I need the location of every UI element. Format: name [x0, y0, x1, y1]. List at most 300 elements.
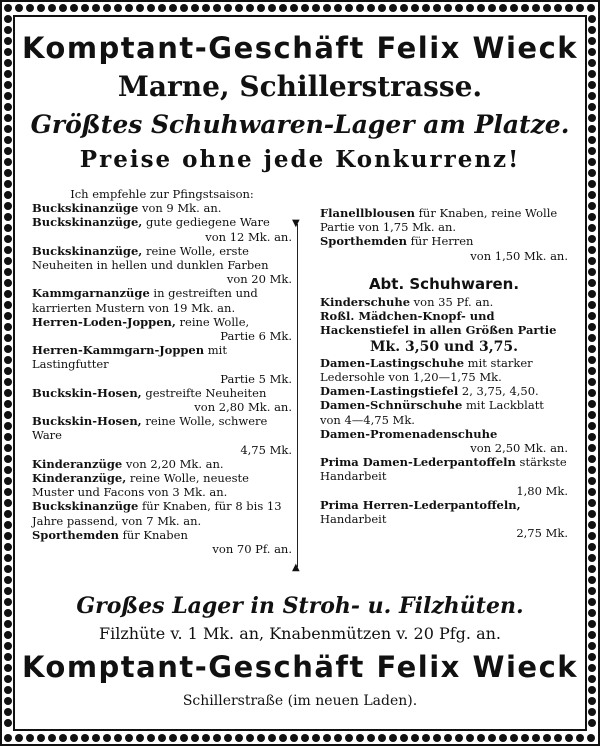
border-ornament: [576, 734, 584, 742]
border-ornament: [169, 4, 177, 12]
border-ornament: [169, 734, 177, 742]
border-ornament: [257, 734, 265, 742]
border-ornament: [147, 4, 155, 12]
border-ornament: [15, 734, 23, 742]
item-name: Sporthemden: [320, 234, 407, 249]
border-ornament: [588, 411, 596, 419]
border-ornament: [588, 356, 596, 364]
border-ornament: [433, 4, 441, 12]
item-text: für Herren: [406, 234, 474, 249]
list-item: [32, 528, 292, 556]
border-ornament: [92, 734, 100, 742]
border-ornament: [4, 257, 12, 265]
border-ornament: [37, 4, 45, 12]
border-ornament: [4, 675, 12, 683]
border-ornament: [444, 734, 452, 742]
border-ornament: [4, 466, 12, 474]
list-item: [320, 295, 568, 309]
border-ornament: [4, 400, 12, 408]
list-item: [320, 455, 568, 498]
border-ornament: [26, 4, 34, 12]
border-ornament: [400, 734, 408, 742]
border-ornament: [4, 686, 12, 694]
border-ornament: [4, 92, 12, 100]
item-text: von 2,20 Mk. an.: [122, 456, 224, 471]
item-name: Prima Damen-Lederpantoffeln: [320, 455, 516, 470]
border-ornament: [4, 103, 12, 111]
border-ornament: [588, 92, 596, 100]
list-item: [32, 499, 292, 527]
border-ornament: [389, 4, 397, 12]
border-ornament: [147, 734, 155, 742]
border-ornament: [4, 246, 12, 254]
border-ornament: [588, 642, 596, 650]
list-item: [320, 309, 568, 337]
border-ornament: [345, 4, 353, 12]
list-item: [320, 234, 568, 262]
item-name: Buckskin-Hosen,: [32, 385, 142, 400]
item-name: Buckskinanzüge: [32, 499, 139, 514]
border-ornament: [4, 290, 12, 298]
item-name: Roßl. Mädchen-Knopf- und Hackenstiefel in allen Größen Partie: [320, 309, 557, 338]
divider-top-arrow: ▼: [292, 218, 300, 229]
border-ornament: [588, 631, 596, 639]
border-ornament: [4, 70, 12, 78]
border-ornament: [588, 433, 596, 441]
border-ornament: [588, 334, 596, 342]
border-ornament: [4, 708, 12, 716]
border-ornament: [4, 543, 12, 551]
item-name: Herren-Loden-Joppen,: [32, 314, 176, 329]
border-ornament: [125, 734, 133, 742]
border-ornament: [588, 664, 596, 672]
border-ornament: [4, 554, 12, 562]
list-item: [32, 457, 292, 471]
list-item: [32, 286, 292, 314]
border-ornament: [389, 734, 397, 742]
border-ornament: [4, 719, 12, 727]
border-ornament: [136, 734, 144, 742]
item-text: in gestreiften und karrierten Mustern von 19 Mk. an.: [32, 286, 258, 315]
border-ornament: [4, 323, 12, 331]
item-price: von 2,50 Mk. an.: [470, 441, 568, 456]
border-ornament: [444, 4, 452, 12]
border-ornament: [588, 81, 596, 89]
border-ornament: [588, 103, 596, 111]
border-ornament: [588, 455, 596, 463]
border-ornament: [4, 532, 12, 540]
border-ornament: [588, 532, 596, 540]
border-ornament: [136, 4, 144, 12]
border-ornament: [510, 4, 518, 12]
border-ornament: [588, 235, 596, 243]
border-ornament: [554, 4, 562, 12]
border-ornament: [588, 59, 596, 67]
item-name: Damen-Promenadenschuhe: [320, 426, 498, 441]
item-name: Damen-Lastingstiefel: [320, 384, 459, 399]
border-ornament: [312, 734, 320, 742]
item-price: von 20 Mk.: [226, 272, 292, 287]
border-ornament: [588, 191, 596, 199]
border-ornament: [588, 114, 596, 122]
item-price: Partie 6 Mk.: [220, 329, 292, 344]
item-name: Buckskinanzüge,: [32, 215, 143, 230]
item-text: mit starker Ledersohle von 1,20—1,75 Mk.: [320, 355, 533, 385]
column-divider: [297, 224, 298, 567]
border-ornament: [345, 734, 353, 742]
footer-address: Schillerstraße (im neuen Laden).: [182, 693, 418, 709]
border-ornament: [588, 37, 596, 45]
border-ornament: [191, 4, 199, 12]
border-ornament: [4, 158, 12, 166]
border-ornament: [565, 4, 573, 12]
border-ornament: [4, 477, 12, 485]
list-item: [32, 244, 292, 287]
border-ornament: [554, 734, 562, 742]
border-ornament: [4, 180, 12, 188]
border-ornament: [588, 224, 596, 232]
item-name: Buckskinanzüge,: [32, 243, 143, 258]
border-ornament: [4, 389, 12, 397]
item-text: 2, 3,75, 4,50.: [458, 384, 539, 399]
border-ornament: [4, 125, 12, 133]
border-ornament: [202, 4, 210, 12]
list-item: [320, 206, 568, 234]
border-ornament: [180, 734, 188, 742]
item-text: gestreifte Neuheiten: [141, 385, 267, 400]
border-ornament: [246, 734, 254, 742]
border-ornament: [103, 4, 111, 12]
border-ornament: [246, 4, 254, 12]
item-text: Handarbeit: [320, 512, 387, 527]
list-item: [32, 315, 292, 343]
list-item: [32, 343, 292, 386]
item-price: von 70 Pf. an.: [212, 542, 292, 557]
border-ornament: [588, 510, 596, 518]
border-ornament: [323, 4, 331, 12]
footer-title: Komptant-Geschäft Felix Wieck: [21, 650, 579, 684]
item-name: Sporthemden: [32, 527, 119, 542]
border-ornament: [588, 719, 596, 727]
border-ornament: [588, 620, 596, 628]
item-name: Kammgarnanzüge: [32, 286, 150, 301]
border-ornament: [59, 734, 67, 742]
header-title: Komptant-Geschäft Felix Wieck: [21, 31, 579, 65]
border-ornament: [588, 246, 596, 254]
border-ornament: [312, 4, 320, 12]
item-text: für Knaben, für 8 bis 13 Jahre passend, von 7 Mk. an.: [32, 499, 282, 528]
border-ornament: [290, 4, 298, 12]
left-column: [32, 187, 292, 556]
border-ornament: [588, 389, 596, 397]
border-ornament: [158, 4, 166, 12]
border-ornament: [224, 4, 232, 12]
item-name: Prima Herren-Lederpantoffeln,: [320, 497, 521, 512]
border-ornament: [477, 4, 485, 12]
border-ornament: [290, 734, 298, 742]
border-ornament: [4, 510, 12, 518]
list-item: [32, 386, 292, 414]
border-ornament: [356, 4, 364, 12]
border-ornament: [411, 734, 419, 742]
border-ornament: [588, 521, 596, 529]
border-ornament: [588, 543, 596, 551]
border-ornament: [588, 653, 596, 661]
border-ornament: [588, 488, 596, 496]
border-ornament: [411, 4, 419, 12]
border-ornament: [588, 213, 596, 221]
border-ornament: [4, 147, 12, 155]
border-ornament: [587, 734, 595, 742]
border-ornament: [499, 4, 507, 12]
border-ornament: [378, 734, 386, 742]
border-ornament: [422, 734, 430, 742]
border-ornament: [4, 444, 12, 452]
border-ornament: [213, 4, 221, 12]
border-ornament: [510, 734, 518, 742]
border-ornament: [4, 235, 12, 243]
shoe-section-title: Abt. Schuhwaren.: [368, 274, 520, 293]
border-ornament: [92, 4, 100, 12]
border-ornament: [4, 345, 12, 353]
border-ornament: [4, 620, 12, 628]
border-ornament: [257, 4, 265, 12]
border-ornament: [356, 734, 364, 742]
border-ornament: [4, 4, 12, 12]
item-name: Kinderschuhe: [320, 295, 411, 310]
border-ornament: [588, 70, 596, 78]
border-ornament: [588, 499, 596, 507]
border-ornament: [4, 356, 12, 364]
list-item: [32, 215, 292, 243]
border-ornament: [565, 734, 573, 742]
border-ornament: [213, 734, 221, 742]
item-price: von 12 Mk. an.: [205, 229, 292, 244]
item-text: reine Wolle, erste Neuheiten in hellen und dunklen Farben: [32, 243, 269, 273]
border-ornament: [4, 653, 12, 661]
border-ornament: [588, 466, 596, 474]
border-ornament: [455, 734, 463, 742]
border-ornament: [4, 114, 12, 122]
border-ornament: [81, 734, 89, 742]
item-price: Partie 5 Mk.: [220, 371, 292, 386]
item-name: Damen-Lastingschuhe: [320, 355, 465, 370]
border-ornament: [543, 4, 551, 12]
border-ornament: [235, 734, 243, 742]
item-price: 4,75 Mk.: [240, 442, 292, 457]
item-text: reine Wolle, schwere Ware: [32, 414, 268, 443]
border-ornament: [422, 4, 430, 12]
item-price: von 2,80 Mk. an.: [194, 400, 292, 415]
border-ornament: [114, 734, 122, 742]
item-price: 1,80 Mk.: [516, 483, 568, 498]
border-ornament: [588, 598, 596, 606]
border-ornament: [588, 147, 596, 155]
border-ornament: [4, 202, 12, 210]
border-ornament: [4, 378, 12, 386]
border-ornament: [466, 734, 474, 742]
list-item: [32, 471, 292, 499]
border-ornament: [4, 59, 12, 67]
header-prices: Preise ohne jede Konkurrenz!: [79, 146, 521, 173]
divider-bottom-arrow: ▲: [292, 562, 300, 573]
border-ornament: [4, 37, 12, 45]
border-ornament: [301, 734, 309, 742]
border-ornament: [532, 4, 540, 12]
border-ornament: [4, 565, 12, 573]
border-ornament: [4, 521, 12, 529]
border-ornament: [26, 734, 34, 742]
border-ornament: [268, 4, 276, 12]
border-ornament: [588, 708, 596, 716]
border-ornament: [588, 202, 596, 210]
border-ornament: [4, 169, 12, 177]
border-ornament: [4, 433, 12, 441]
border-ornament: [15, 4, 23, 12]
border-ornament: [588, 26, 596, 34]
border-ornament: [400, 4, 408, 12]
border-ornament: [4, 191, 12, 199]
item-name: Buckskin-Hosen,: [32, 414, 142, 429]
border-ornament: [4, 224, 12, 232]
border-ornament: [588, 15, 596, 23]
list-item: [320, 356, 568, 384]
list-item: [320, 498, 568, 541]
border-ornament: [4, 697, 12, 705]
border-ornament: [576, 4, 584, 12]
border-ornament: [588, 675, 596, 683]
border-ornament: [4, 422, 12, 430]
border-ornament: [4, 576, 12, 584]
border-ornament: [367, 734, 375, 742]
border-ornament: [588, 565, 596, 573]
border-ornament: [70, 734, 78, 742]
border-ornament: [4, 334, 12, 342]
border-ornament: [588, 422, 596, 430]
border-ornament: [59, 4, 67, 12]
border-ornament: [588, 378, 596, 386]
border-ornament: [588, 477, 596, 485]
border-ornament: [4, 488, 12, 496]
footer-hats: Großes Lager in Stroh- u. Filzhüten.: [76, 593, 524, 619]
border-ornament: [378, 4, 386, 12]
right-column: [320, 206, 568, 540]
border-ornament: [103, 734, 111, 742]
border-ornament: [488, 734, 496, 742]
border-ornament: [588, 312, 596, 320]
item-name: Kinderanzüge,: [32, 471, 127, 486]
border-ornament: [588, 48, 596, 56]
border-ornament: [588, 323, 596, 331]
footer-hat-prices: Filzhüte v. 1 Mk. an, Knabenmützen v. 20 Pfg. an.: [99, 624, 501, 643]
item-text: mit Lastingfutter: [32, 343, 227, 372]
border-ornament: [4, 734, 12, 742]
border-ornament: [588, 257, 596, 265]
border-ornament: [81, 4, 89, 12]
item-name: Buckskinanzüge: [32, 201, 139, 216]
item-text: mit Lackblatt von 4—4,75 Mk.: [320, 398, 544, 427]
border-ornament: [588, 345, 596, 353]
border-ornament: [4, 455, 12, 463]
border-ornament: [521, 734, 529, 742]
item-name: Kinderanzüge: [32, 456, 123, 471]
border-ornament: [588, 444, 596, 452]
border-ornament: [4, 301, 12, 309]
border-ornament: [334, 4, 342, 12]
border-ornament: [4, 279, 12, 287]
border-ornament: [521, 4, 529, 12]
border-ornament: [70, 4, 78, 12]
border-ornament: [334, 734, 342, 742]
border-ornament: [588, 136, 596, 144]
list-item: [320, 427, 568, 455]
border-ornament: [588, 587, 596, 595]
item-name: Flanellblousen: [320, 206, 415, 220]
border-ornament: [301, 4, 309, 12]
border-ornament: [224, 734, 232, 742]
header-address: Marne, Schillerstrasse.: [117, 70, 483, 103]
border-ornament: [588, 290, 596, 298]
border-ornament: [4, 598, 12, 606]
item-text: von 35 Pf. an.: [410, 295, 494, 310]
border-ornament: [4, 499, 12, 507]
border-ornament: [588, 697, 596, 705]
border-ornament: [499, 734, 507, 742]
item-text: für Knaben: [118, 527, 188, 542]
border-ornament: [587, 4, 595, 12]
item-text: für Knaben, reine Wolle Partie von 1,75 Mk. an.: [320, 206, 558, 235]
border-ornament: [4, 642, 12, 650]
border-ornament: [4, 81, 12, 89]
item-text: stärkste Handarbeit: [320, 455, 567, 484]
big-price: Mk. 3,50 und 3,75.: [370, 338, 518, 355]
border-ornament: [477, 734, 485, 742]
border-ornament: [4, 136, 12, 144]
border-ornament: [4, 587, 12, 595]
header-slogan: Größtes Schuhwaren-Lager am Platze.: [30, 110, 570, 139]
list-item: [32, 201, 292, 215]
item-price: von 1,50 Mk. an.: [470, 248, 568, 263]
border-ornament: [158, 734, 166, 742]
item-text: von 9 Mk. an.: [138, 201, 222, 216]
item-text: gute gediegene Ware: [142, 215, 270, 230]
list-item: [320, 398, 568, 426]
border-ornament: [125, 4, 133, 12]
list-item: [320, 384, 568, 398]
border-ornament: [37, 734, 45, 742]
border-ornament: [48, 4, 56, 12]
border-ornament: [588, 169, 596, 177]
border-ornament: [180, 4, 188, 12]
border-ornament: [588, 686, 596, 694]
border-ornament: [433, 734, 441, 742]
border-ornament: [114, 4, 122, 12]
border-ornament: [588, 180, 596, 188]
border-ornament: [588, 158, 596, 166]
item-name: Herren-Kammgarn-Joppen: [32, 343, 205, 358]
border-ornament: [279, 734, 287, 742]
border-ornament: [455, 4, 463, 12]
border-ornament: [488, 4, 496, 12]
border-ornament: [466, 4, 474, 12]
left-intro: Ich empfehle zur Pfingstsaison:: [70, 187, 254, 201]
border-ornament: [235, 4, 243, 12]
border-ornament: [4, 411, 12, 419]
border-ornament: [191, 734, 199, 742]
border-ornament: [588, 554, 596, 562]
border-ornament: [588, 576, 596, 584]
border-ornament: [588, 279, 596, 287]
